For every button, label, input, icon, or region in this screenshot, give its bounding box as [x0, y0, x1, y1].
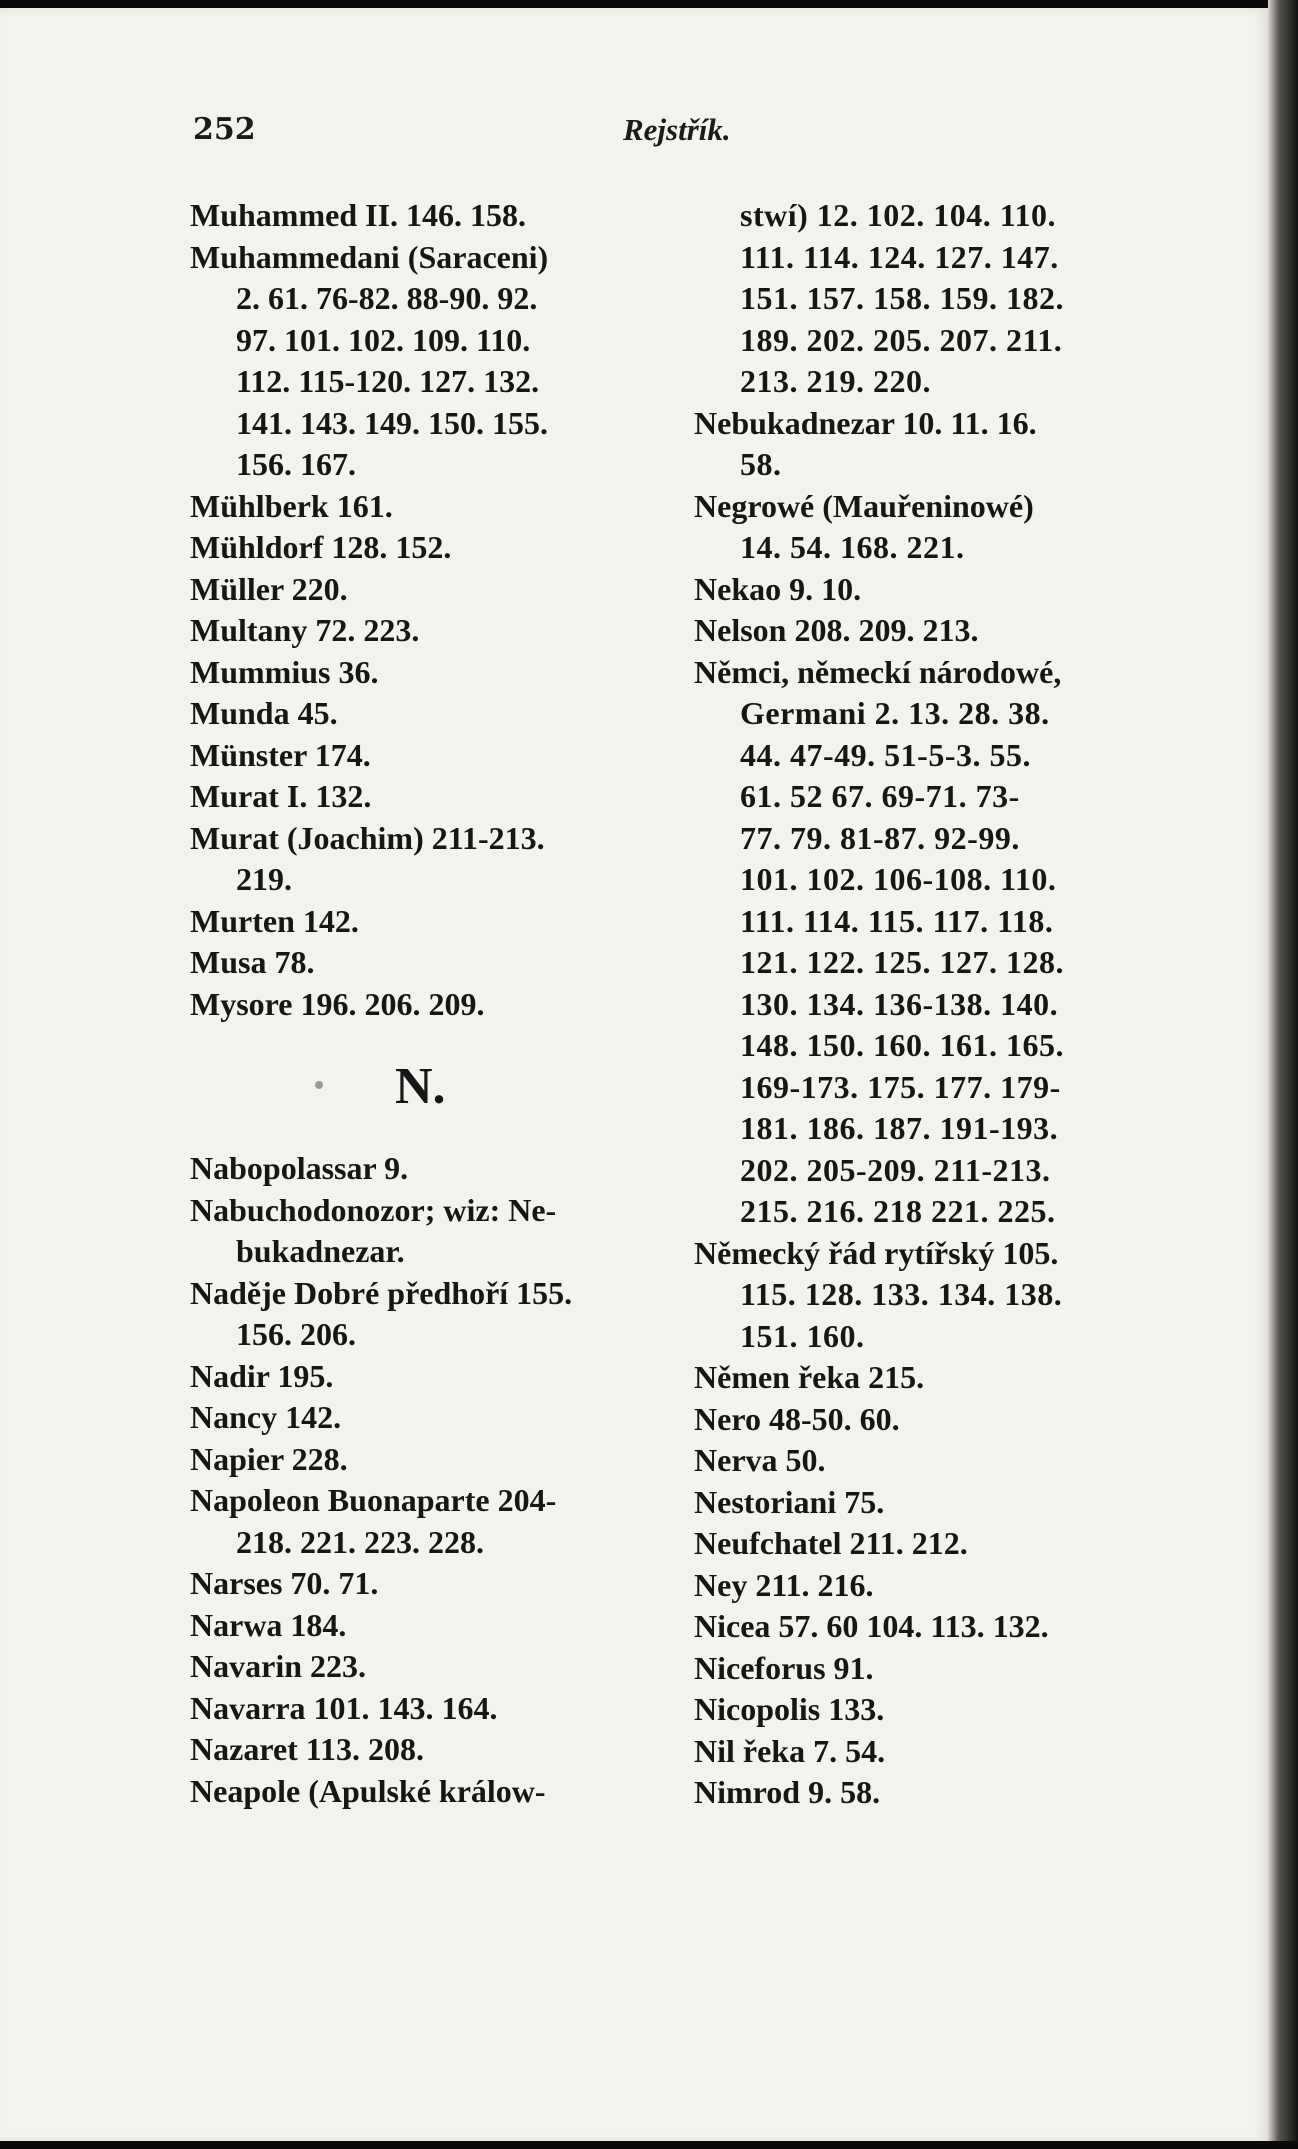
index-entry: Murat (Joachim) 211-213.: [190, 819, 545, 856]
index-entry: Nerva 50.: [694, 1442, 826, 1478]
index-entry: Murten 142.: [190, 902, 359, 939]
page-number: 252: [193, 112, 256, 147]
index-entry: Nimrod 9. 58.: [694, 1774, 881, 1810]
index-entry: Mühldorf 128. 152.: [190, 529, 452, 565]
index-entry: Napoleon Buonaparte 204-: [190, 1482, 557, 1518]
page-header: [193, 112, 1153, 162]
index-entry-continuation: 215. 216. 218 221. 225.: [740, 1193, 1056, 1229]
index-entry-continuation: 97. 101. 102. 109. 110.: [236, 321, 531, 358]
index-entry: Nabuchodonozor; wiz: Ne-: [190, 1191, 557, 1228]
index-entry: Musa 78.: [190, 944, 315, 980]
index-entry: Müller 220.: [190, 570, 348, 607]
index-entry-continuation: 2. 61. 76-82. 88-90. 92.: [236, 280, 538, 316]
index-entry: Ney 211. 216.: [694, 1566, 874, 1603]
scan-bottom-edge: [0, 2141, 1298, 2149]
index-entry: Neufchatel 211. 212.: [694, 1525, 968, 1561]
index-entry: Muhammedani (Saraceni): [190, 238, 549, 275]
index-entry: Nelson 208. 209. 213.: [694, 612, 979, 648]
scan-right-edge: [1268, 0, 1298, 2149]
running-head: Rejstřík.: [623, 112, 731, 147]
index-entry: Nero 48-50. 60.: [694, 1400, 900, 1437]
index-entry: Narwa 184.: [190, 1606, 347, 1643]
index-entry-continuation: 130. 134. 136-138. 140.: [740, 985, 1059, 1022]
index-entry: Nazaret 113. 208.: [190, 1731, 425, 1767]
index-entry-continuation: 156. 167.: [236, 446, 356, 482]
index-entry: Nil řeka 7. 54.: [694, 1732, 886, 1769]
section-letter: N.: [395, 1058, 446, 1115]
index-entry-continuation: 218. 221. 223. 228.: [236, 1523, 484, 1560]
index-entry: Nicopolis 133.: [694, 1691, 885, 1727]
index-entry-continuation: 141. 143. 149. 150. 155.: [236, 404, 548, 441]
index-entry: Neapole (Apulské králow-: [190, 1772, 546, 1809]
index-entry-continuation: 115. 128. 133. 134. 138.: [740, 1276, 1063, 1312]
index-entry: Napier 228.: [190, 1440, 348, 1477]
index-entry: Německý řád rytířský 105.: [694, 1234, 1059, 1271]
index-entry: Niceforus 91.: [694, 1649, 874, 1686]
index-entry: Negrowé (Mauřeninowé): [694, 487, 1034, 524]
index-entry-continuation: 151. 160.: [740, 1317, 865, 1354]
index-entry: Muhammed II. 146. 158.: [190, 197, 527, 233]
index-entry-continuation: 202. 205-209. 211-213.: [740, 1151, 1051, 1188]
index-entry: Naděje Dobré předhoří 155.: [190, 1274, 573, 1311]
index-entry-continuation: 111. 114. 115. 117. 118.: [740, 902, 1054, 939]
index-entry: Nabopolassar 9.: [190, 1150, 409, 1186]
index-entry: Nekao 9. 10.: [694, 570, 862, 607]
index-entry: Nebukadnezar 10. 11. 16.: [694, 404, 1037, 441]
index-entry-continuation: 156. 206.: [236, 1316, 356, 1352]
section-heading: [190, 1045, 668, 1128]
index-entry: Nancy 142.: [190, 1399, 342, 1435]
index-entry-continuation: 213. 219. 220.: [740, 363, 931, 399]
index-column-right: [694, 195, 1166, 1814]
index-entry: Němen řeka 215.: [694, 1359, 925, 1395]
index-entry: Nadir 195.: [190, 1357, 334, 1394]
index-column-left: [190, 195, 668, 1812]
index-entry-continuation: 148. 150. 160. 161. 165.: [740, 1027, 1064, 1063]
index-entry: Mühlberk 161.: [190, 487, 393, 524]
index-entry: Munda 45.: [190, 695, 338, 731]
index-entry-continuation: 61. 52 67. 69-71. 73-: [740, 778, 1020, 814]
index-entry-continuation: 112. 115-120. 127. 132.: [236, 363, 540, 399]
index-entry-continuation: 14. 54. 168. 221.: [740, 529, 965, 565]
index-entry: Němci, německí národowé,: [694, 653, 1062, 690]
index-entry: Mysore 196. 206. 209.: [190, 985, 485, 1022]
index-entry: Multany 72. 223.: [190, 612, 420, 648]
section-spacer: [190, 1025, 668, 1045]
index-entry: Murat I. 132.: [190, 778, 372, 814]
index-entry-continuation: 151. 157. 158. 159. 182.: [740, 280, 1064, 316]
index-entry-continuation: Germani 2. 13. 28. 38.: [740, 695, 1050, 731]
index-entry-continuation: stwí) 12. 102. 104. 110.: [740, 197, 1056, 233]
index-entry-continuation: 219.: [236, 861, 292, 897]
index-entry: Navarra 101. 143. 164.: [190, 1689, 498, 1726]
index-entry: Nestoriani 75.: [694, 1483, 885, 1520]
index-entry-continuation: 101. 102. 106-108. 110.: [740, 861, 1057, 897]
index-entry: Münster 174.: [190, 736, 371, 773]
ink-speck: [315, 1081, 323, 1089]
index-entry-continuation: 189. 202. 205. 207. 211.: [740, 321, 1063, 358]
index-entry-continuation: 44. 47-49. 51-5-3. 55.: [740, 736, 1031, 773]
index-entry-continuation: 111. 114. 124. 127. 147.: [740, 238, 1059, 275]
index-entry: Mummius 36.: [190, 653, 379, 690]
index-entry-continuation: 121. 122. 125. 127. 128.: [740, 944, 1064, 980]
index-entry: Narses 70. 71.: [190, 1565, 379, 1601]
index-entry: Navarin 223.: [190, 1648, 366, 1684]
book-page: [0, 8, 1268, 2141]
index-entry-continuation: bukadnezar.: [236, 1233, 405, 1269]
index-entry-continuation: 181. 186. 187. 191-193.: [740, 1110, 1059, 1146]
index-entry-continuation: 77. 79. 81-87. 92-99.: [740, 819, 1020, 856]
index-entry: Nicea 57. 60 104. 113. 132.: [694, 1608, 1049, 1644]
section-spacer: [190, 1128, 668, 1148]
index-entry-continuation: 58.: [740, 446, 782, 482]
index-entry-continuation: 169-173. 175. 177. 179-: [740, 1068, 1061, 1105]
